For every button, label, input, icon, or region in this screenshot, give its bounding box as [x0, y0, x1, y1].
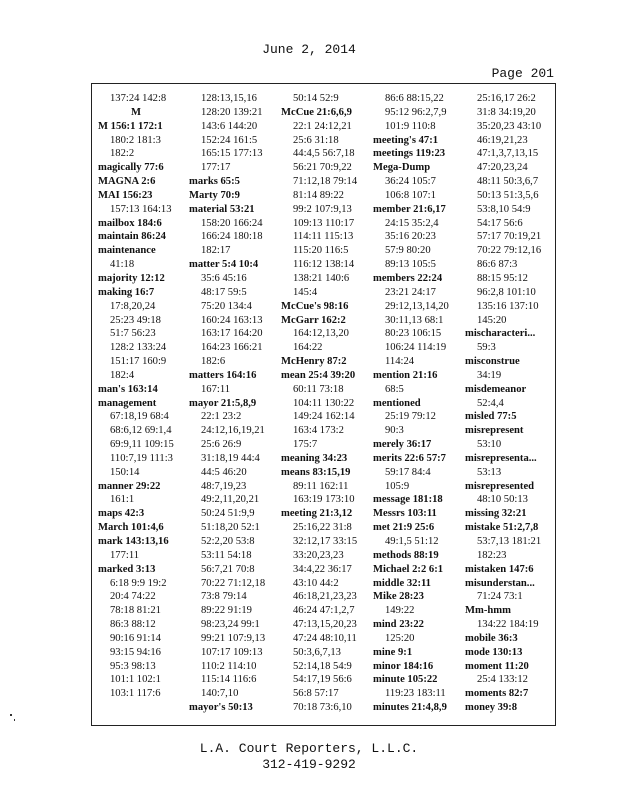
index-term: making 16:7 — [98, 286, 155, 298]
index-page-refs: 182:23 — [477, 549, 507, 561]
index-page-refs: 105:9 — [385, 480, 410, 492]
index-term: minor 184:16 — [373, 660, 434, 672]
index-term: means 83:15,19 — [281, 466, 351, 478]
index-term: misrepresented — [465, 480, 535, 492]
index-term: March 101:4,6 — [98, 522, 164, 534]
index-page-refs: 135:16 137:10 — [477, 300, 539, 312]
index-term: Michael 2:2 6:1 — [373, 563, 444, 575]
index-page-refs: 68:5 — [385, 383, 404, 395]
index-page-refs: 35:20,23 43:10 — [477, 120, 542, 132]
index-page-refs: 32:12,17 33:15 — [293, 536, 358, 547]
index-page-refs: 138:21 140:6 — [293, 272, 350, 284]
index-box — [91, 83, 556, 726]
index-page-refs: 22:1 24:12,21 — [293, 120, 352, 132]
index-page-refs: 137:24 142:8 — [110, 93, 167, 104]
index-term: McGarr 162:2 — [281, 314, 346, 326]
index-page-refs: 31:8 34:19,20 — [477, 106, 536, 118]
index-page-refs: 115:20 116:5 — [293, 245, 349, 257]
index-page-refs: 158:20 166:24 — [201, 217, 263, 229]
index-page-refs: 86:6 88:15,22 — [385, 93, 444, 104]
index-page-refs: 24:15 35:2,4 — [385, 217, 439, 229]
index-term: mine 9:1 — [373, 646, 413, 658]
index-page-refs: 70:18 73:6,10 — [293, 702, 352, 714]
index-page-refs: 47:24 48:10,11 — [293, 632, 357, 644]
index-page-refs: 50:24 51:9,9 — [201, 508, 255, 520]
index-term: McHenry 87:2 — [281, 356, 347, 368]
index-page-refs: 89:13 105:5 — [385, 259, 436, 271]
index-column-2 — [189, 92, 281, 715]
index-page-refs: 96:2,8 101:10 — [477, 286, 536, 298]
index-term: MAGNA 2:6 — [98, 176, 156, 188]
index-term: mobile 36:3 — [465, 632, 518, 644]
index-page-refs: 44:4,5 56:7,18 — [293, 148, 355, 160]
index-page-refs: 59:17 84:4 — [385, 466, 431, 478]
index-page-refs: 25:16,22 31:8 — [293, 522, 352, 534]
index-page-refs: 134:22 184:19 — [477, 619, 539, 631]
index-page-refs: 35:16 20:23 — [385, 231, 436, 243]
index-page-refs: 115:14 116:6 — [201, 674, 257, 686]
index-page-refs: 106:24 114:19 — [385, 342, 447, 354]
page-number: Page 201 — [491, 66, 554, 81]
index-page-refs: 50:13 51:3,5,6 — [477, 189, 539, 201]
scan-speck — [14, 719, 15, 721]
index-page-refs: 48:11 50:3,6,7 — [477, 176, 539, 188]
index-page-refs: 56:8 57:17 — [293, 688, 339, 700]
index-page-refs: 53:7,13 181:21 — [477, 536, 542, 547]
index-page-refs: 41:18 — [110, 259, 135, 271]
index-page-refs: 80:23 106:15 — [385, 328, 442, 340]
index-page-refs: 140:7,10 — [201, 688, 239, 700]
index-page-refs: 46:24 47:1,2,7 — [293, 605, 355, 617]
index-term: mayor's 50:13 — [189, 702, 253, 714]
index-page-refs: 29:12,13,14,20 — [385, 300, 449, 312]
index-page-refs: 20:4 74:22 — [110, 591, 156, 603]
index-term: M 156:1 172:1 — [98, 120, 163, 132]
index-page-refs: 25:6 26:9 — [201, 439, 242, 451]
index-page-refs: 106:8 107:1 — [385, 189, 436, 201]
index-term: misconstrue — [465, 356, 520, 368]
index-term: mark 143:13,16 — [98, 536, 169, 547]
index-term: moment 11:20 — [465, 660, 529, 672]
index-page-refs: 177:17 — [201, 162, 231, 174]
index-page-refs: 31:18,19 44:4 — [201, 452, 260, 464]
index-term: mode 130:13 — [465, 646, 523, 658]
index-term: mentioned — [373, 397, 421, 409]
index-page-refs: 110:2 114:10 — [201, 660, 257, 672]
index-term: misdemeanor — [465, 383, 527, 395]
index-term: methods 88:19 — [373, 549, 439, 561]
index-page-refs: 157:13 164:13 — [110, 203, 172, 215]
index-page-refs: 49:2,11,20,21 — [201, 494, 260, 506]
index-term: misrepresenta... — [465, 452, 537, 464]
index-page-refs: 50:3,6,7,13 — [293, 646, 341, 658]
index-page-refs: 44:5 46:20 — [201, 466, 247, 478]
index-page-refs: 69:9,11 109:15 — [110, 439, 174, 451]
index-page-refs: 75:20 134:4 — [201, 300, 252, 312]
index-term: mistake 51:2,7,8 — [465, 522, 539, 534]
index-page-refs: 34:4,22 36:17 — [293, 563, 352, 575]
index-page-refs: 164:23 166:21 — [201, 342, 263, 354]
index-term: mailbox 184:6 — [98, 217, 162, 229]
index-page-refs: 30:11,13 68:1 — [385, 314, 444, 326]
index-page-refs: 165:15 177:13 — [201, 148, 263, 160]
index-page-refs: 68:6,12 69:1,4 — [110, 425, 172, 437]
index-term: McCue 21:6,6,9 — [281, 106, 352, 118]
index-page-refs: 25:6 31:18 — [293, 134, 339, 146]
index-page-refs: 22:1 23:2 — [201, 411, 242, 423]
index-page-refs: 86:3 88:12 — [110, 619, 156, 631]
index-page-refs: 99:2 107:9,13 — [293, 203, 352, 215]
index-term: magically 77:6 — [98, 162, 164, 174]
index-term: mention 21:16 — [373, 369, 438, 381]
index-page-refs: 70:22 71:12,18 — [201, 577, 266, 589]
index-term: matters 164:16 — [189, 369, 257, 381]
index-page-refs: 107:17 109:13 — [201, 646, 263, 658]
header-date: June 2, 2014 — [262, 42, 356, 57]
index-page-refs: 101:9 110:8 — [385, 120, 436, 132]
index-term: merits 22:6 57:7 — [373, 452, 446, 464]
index-term: merely 36:17 — [373, 439, 432, 451]
index-page-refs: 149:22 — [385, 605, 415, 617]
index-term: misled 77:5 — [465, 411, 517, 423]
scan-speck — [10, 714, 12, 716]
index-page-refs: 67:18,19 68:4 — [110, 411, 169, 423]
index-term: meetings 119:23 — [373, 148, 446, 160]
index-page-refs: 59:3 — [477, 342, 496, 354]
index-term: marked 3:13 — [98, 563, 156, 575]
index-page-refs: 71:24 73:1 — [477, 591, 523, 603]
index-page-refs: 110:7,19 111:3 — [110, 452, 173, 464]
index-term: Marty 70:9 — [189, 189, 240, 201]
index-page-refs: 57:17 70:19,21 — [477, 231, 542, 243]
index-page-refs: 160:24 163:13 — [201, 314, 263, 326]
index-page-refs: 43:10 44:2 — [293, 577, 339, 589]
index-page-refs: 78:18 81:21 — [110, 605, 161, 617]
index-page-refs: 47:20,23,24 — [477, 162, 528, 174]
index-page-refs: 103:1 117:6 — [110, 688, 161, 700]
index-page-refs: 104:11 130:22 — [293, 397, 355, 409]
index-page-refs: 116:12 138:14 — [293, 259, 355, 271]
index-term: met 21:9 25:6 — [373, 522, 435, 534]
index-term: Mike 28:23 — [373, 591, 424, 603]
index-term: Mega-Dump — [373, 162, 431, 174]
index-page-refs: 163:19 173:10 — [293, 494, 355, 506]
index-page-refs: 48:10 50:13 — [477, 494, 528, 506]
index-page-refs: 6:18 9:9 19:2 — [110, 577, 167, 589]
index-term: material 53:21 — [189, 203, 255, 215]
index-page-refs: 182:2 — [110, 148, 135, 160]
index-page-refs: 143:6 144:20 — [201, 120, 258, 132]
index-page-refs: 145:4 — [293, 286, 318, 298]
index-page-refs: 164:22 — [293, 342, 323, 354]
index-page-refs: 88:15 95:12 — [477, 272, 528, 284]
index-term: mind 23:22 — [373, 619, 424, 631]
index-term: Messrs 103:11 — [373, 508, 437, 520]
index-page-refs: 95:12 96:2,7,9 — [385, 106, 447, 118]
index-page-refs: 47:13,15,20,23 — [293, 619, 357, 631]
index-page-refs: 149:24 162:14 — [293, 411, 355, 423]
index-term: MAI 156:23 — [98, 189, 153, 201]
index-page-refs: 90:3 — [385, 425, 404, 437]
index-page-refs: 53:8,10 54:9 — [477, 203, 531, 215]
footer-company: L.A. Court Reporters, L.L.C. — [199, 741, 419, 756]
index-page-refs: 54:17,19 56:6 — [293, 674, 352, 686]
index-term: man's 163:14 — [98, 383, 158, 395]
index-page-refs: 150:14 — [110, 466, 140, 478]
index-page-refs: 98:23,24 99:1 — [201, 619, 260, 631]
index-term: members 22:24 — [373, 272, 443, 284]
index-page-refs: 17:8,20,24 — [110, 300, 156, 312]
index-page-refs: 177:11 — [110, 549, 140, 561]
index-page-refs: 180:2 181:3 — [110, 134, 161, 146]
index-page-refs: 152:24 161:5 — [201, 134, 258, 146]
index-page-refs: 145:20 — [477, 314, 507, 326]
index-page-refs: 86:6 87:3 — [477, 259, 518, 271]
index-term: moments 82:7 — [465, 688, 529, 700]
index-page-refs: 46:19,21,23 — [477, 134, 528, 146]
index-term: mistaken 147:6 — [465, 563, 534, 575]
index-term: middle 32:11 — [373, 577, 431, 589]
index-page-refs: 46:18,21,23,23 — [293, 591, 357, 603]
index-page-refs: 24:12,16,19,21 — [201, 425, 265, 437]
index-term: maps 42:3 — [98, 508, 145, 520]
index-column-3 — [281, 92, 373, 715]
index-page-refs: 73:8 79:14 — [201, 591, 247, 603]
index-term: marks 65:5 — [189, 176, 240, 188]
index-page-refs: 93:15 94:16 — [110, 646, 161, 658]
index-page-refs: 89:11 162:11 — [293, 480, 349, 492]
index-page-refs: 71:12,18 79:14 — [293, 176, 358, 188]
index-page-refs: 81:14 89:22 — [293, 189, 344, 201]
index-page-refs: 47:1,3,7,13,15 — [477, 148, 539, 160]
index-page-refs: 175:7 — [293, 439, 318, 451]
index-page-refs: 114:11 115:13 — [293, 231, 354, 243]
index-term: McCue's 98:16 — [281, 300, 349, 312]
index-page-refs: 23:21 24:17 — [385, 286, 436, 298]
index-term: missing 32:21 — [465, 508, 527, 520]
index-page-refs: 182:17 — [201, 245, 231, 257]
index-page-refs: 163:4 173:2 — [293, 425, 344, 437]
index-page-refs: 119:23 183:11 — [385, 688, 446, 700]
index-page-refs: 35:6 45:16 — [201, 272, 247, 284]
index-term: minute 105:22 — [373, 674, 438, 686]
index-term: maintenance — [98, 245, 156, 257]
index-term: maintain 86:24 — [98, 231, 166, 243]
index-term: misunderstan... — [465, 577, 535, 589]
index-page-refs: 51:7 56:23 — [110, 328, 156, 340]
index-page-refs: 109:13 110:17 — [293, 217, 355, 229]
index-term: mayor 21:5,8,9 — [189, 397, 257, 409]
index-page-refs: 34:19 — [477, 369, 502, 381]
index-column-4 — [373, 92, 465, 715]
index-page-refs: 182:6 — [201, 356, 226, 368]
index-page-refs: 128:20 139:21 — [201, 106, 263, 118]
index-page-refs: 125:20 — [385, 632, 415, 644]
index-term: meeting 21:3,12 — [281, 508, 353, 520]
index-page-refs: 151:17 160:9 — [110, 356, 167, 368]
index-term: misrepresent — [465, 425, 524, 437]
index-term: manner 29:22 — [98, 480, 161, 492]
index-page-refs: 182:4 — [110, 369, 135, 381]
index-column-5 — [465, 92, 557, 715]
index-page-refs: 161:1 — [110, 494, 135, 506]
index-page-refs: 101:1 102:1 — [110, 674, 161, 686]
index-page-refs: 56:7,21 70:8 — [201, 563, 255, 575]
index-page-refs: 51:18,20 52:1 — [201, 522, 260, 534]
index-term: mean 25:4 39:20 — [281, 369, 356, 381]
index-term: meeting's 47:1 — [373, 134, 439, 146]
index-page-refs: 25:4 133:12 — [477, 674, 528, 686]
index-page-refs: 53:11 54:18 — [201, 549, 252, 561]
index-page-refs: 57:9 80:20 — [385, 245, 431, 257]
index-page-refs: 70:22 79:12,16 — [477, 245, 542, 257]
index-page-refs: 49:1,5 51:12 — [385, 536, 439, 547]
index-page-refs: 163:17 164:20 — [201, 328, 263, 340]
index-page-refs: 95:3 98:13 — [110, 660, 156, 672]
index-term: management — [98, 397, 157, 409]
index-page-refs: 114:24 — [385, 356, 415, 368]
index-page-refs: 56:21 70:9,22 — [293, 162, 352, 174]
index-term: matter 5:4 10:4 — [189, 259, 259, 271]
index-term: member 21:6,17 — [373, 203, 446, 215]
index-page-refs: 36:24 105:7 — [385, 176, 436, 188]
index-page-refs: 60:11 73:18 — [293, 383, 344, 395]
index-term: message 181:18 — [373, 494, 443, 506]
index-page-refs: 166:24 180:18 — [201, 231, 263, 243]
index-page-refs: 25:23 49:18 — [110, 314, 161, 326]
index-term: minutes 21:4,8,9 — [373, 702, 447, 714]
index-page-refs: 53:10 — [477, 439, 502, 451]
index-page-refs: 128:2 133:24 — [110, 342, 167, 354]
index-letter-heading: M — [131, 106, 141, 118]
index-page-refs: 48:7,19,23 — [201, 480, 247, 492]
index-page-refs: 52:14,18 54:9 — [293, 660, 352, 672]
index-term: majority 12:12 — [98, 272, 165, 284]
index-page-refs: 164:12,13,20 — [293, 328, 349, 340]
index-page-refs: 50:14 52:9 — [293, 93, 339, 104]
index-page-refs: 99:21 107:9,13 — [201, 632, 266, 644]
index-page-refs: 54:17 56:6 — [477, 217, 523, 229]
index-page-refs: 52:2,20 53:8 — [201, 536, 255, 547]
index-term: money 39:8 — [465, 702, 518, 714]
index-page-refs: 53:13 — [477, 466, 502, 478]
index-term: mischaracteri... — [465, 328, 536, 340]
index-page-refs: 33:20,23,23 — [293, 549, 344, 561]
index-page-refs: 89:22 91:19 — [201, 605, 252, 617]
index-page-refs: 48:17 59:5 — [201, 286, 247, 298]
index-page-refs: 90:16 91:14 — [110, 632, 161, 644]
index-term: meaning 34:23 — [281, 452, 348, 464]
index-page-refs: 52:4,4 — [477, 397, 504, 409]
index-term: Mm-hmm — [465, 605, 511, 617]
footer-phone: 312-419-9292 — [262, 757, 356, 772]
index-page-refs: 167:11 — [201, 383, 231, 395]
index-column-1 — [98, 92, 190, 701]
index-page-refs: 25:16,17 26:2 — [477, 93, 536, 104]
index-page-refs: 128:13,15,16 — [201, 93, 257, 104]
index-page-refs: 25:19 79:12 — [385, 411, 436, 423]
